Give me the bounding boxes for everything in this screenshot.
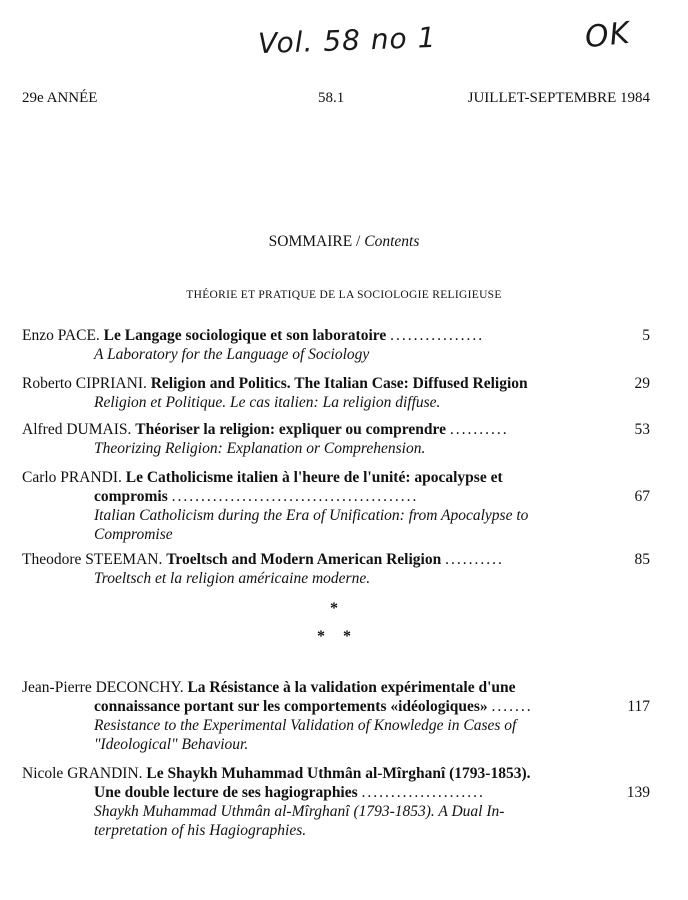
entry-page: 67: [634, 488, 650, 505]
toc-entry[interactable]: [22, 678, 658, 754]
entry-translation: Religion et Politique. Le cas italien: La religion diffuse.: [94, 394, 441, 411]
entry-leader: .....................: [361, 784, 485, 801]
entry-page: 139: [626, 784, 650, 801]
entry-translation: Compromise: [94, 526, 173, 543]
entry-leader: ................: [390, 327, 485, 344]
entry-title-cont: compromis: [94, 488, 168, 505]
separator-asterisk-top: *: [330, 600, 338, 617]
entry-title: Le Catholicisme italien à l'heure de l'unité: apocalypse et: [125, 469, 503, 486]
toc-entry[interactable]: [22, 326, 658, 364]
toc-entry[interactable]: [22, 764, 658, 840]
entry-leader: ..........................................: [171, 488, 419, 505]
page-title: [0, 233, 688, 251]
handwritten-ok-mark: OK: [583, 15, 633, 56]
entry-title-cont: connaissance portant sur les comportements «idéologiques»: [94, 698, 488, 715]
entry-translation: Italian Catholicism during the Era of Unification: from Apocalypse to: [94, 507, 529, 524]
handwritten-volume-note: Vol. 58 no 1: [257, 20, 437, 61]
entry-title-cont: Une double lecture de ses hagiographies: [94, 784, 358, 801]
entry-translation: Theorizing Religion: Explanation or Comprehension.: [94, 440, 426, 457]
entry-author: Jean-Pierre DECONCHY.: [22, 679, 184, 696]
entry-translation: Troeltsch et la religion américaine moderne.: [94, 570, 371, 587]
entry-title: Troeltsch and Modern American Religion: [166, 551, 442, 568]
entry-author: Carlo PRANDI.: [22, 469, 122, 486]
entry-page: 5: [642, 327, 650, 344]
toc-entry[interactable]: [22, 374, 658, 412]
entry-page: 85: [634, 551, 650, 568]
header-date: JUILLET-SEPTEMBRE 1984: [467, 90, 650, 106]
entry-translation: "Ideological" Behaviour.: [94, 736, 249, 753]
entry-author: Alfred DUMAIS.: [22, 421, 132, 438]
entry-author: Nicole GRANDIN.: [22, 765, 143, 782]
header-year: 29e ANNÉE: [22, 90, 98, 106]
entry-page: 117: [627, 698, 650, 715]
section-heading: THÉORIE ET PRATIQUE DE LA SOCIOLOGIE RELIGIEUSE: [186, 289, 502, 301]
entry-title: Le Langage sociologique et son laboratoire: [103, 327, 387, 344]
entry-translation: A Laboratory for the Language of Sociology: [94, 346, 370, 363]
entry-title: Le Shaykh Muhammad Uthmân al-Mîrghanî (1793-1853).: [146, 765, 531, 782]
entry-translation: Shaykh Muhammad Uthmân al-Mîrghanî (1793-1853). A Dual In-: [94, 803, 505, 820]
entry-title: Religion and Politics. The Italian Case: Diffused Religion: [150, 375, 528, 392]
title-main: SOMMAIRE /: [268, 233, 365, 250]
entry-translation: Resistance to the Experimental Validation of Knowledge in Cases of: [94, 717, 517, 734]
separator-asterisk-bottom: * *: [317, 628, 351, 645]
toc-entry[interactable]: [22, 420, 658, 458]
entry-page: 53: [634, 421, 650, 438]
entry-leader: ..........: [445, 551, 504, 568]
entry-title: Théoriser la religion: expliquer ou comprendre: [135, 421, 446, 438]
toc-entry[interactable]: [22, 468, 658, 544]
header-issue: 58.1: [318, 90, 345, 106]
entry-author: Roberto CIPRIANI.: [22, 375, 147, 392]
entry-title: La Résistance à la validation expérimentale d'une: [187, 679, 516, 696]
entry-author: Enzo PACE.: [22, 327, 100, 344]
entry-page: 29: [634, 375, 650, 392]
entry-leader: ..........: [449, 421, 509, 438]
entry-translation: terpretation of his Hagiographies.: [94, 822, 307, 839]
entry-author: Theodore STEEMAN.: [22, 551, 163, 568]
toc-entry[interactable]: [22, 550, 658, 588]
entry-leader: .......: [491, 698, 533, 715]
title-sub: Contents: [364, 233, 420, 250]
